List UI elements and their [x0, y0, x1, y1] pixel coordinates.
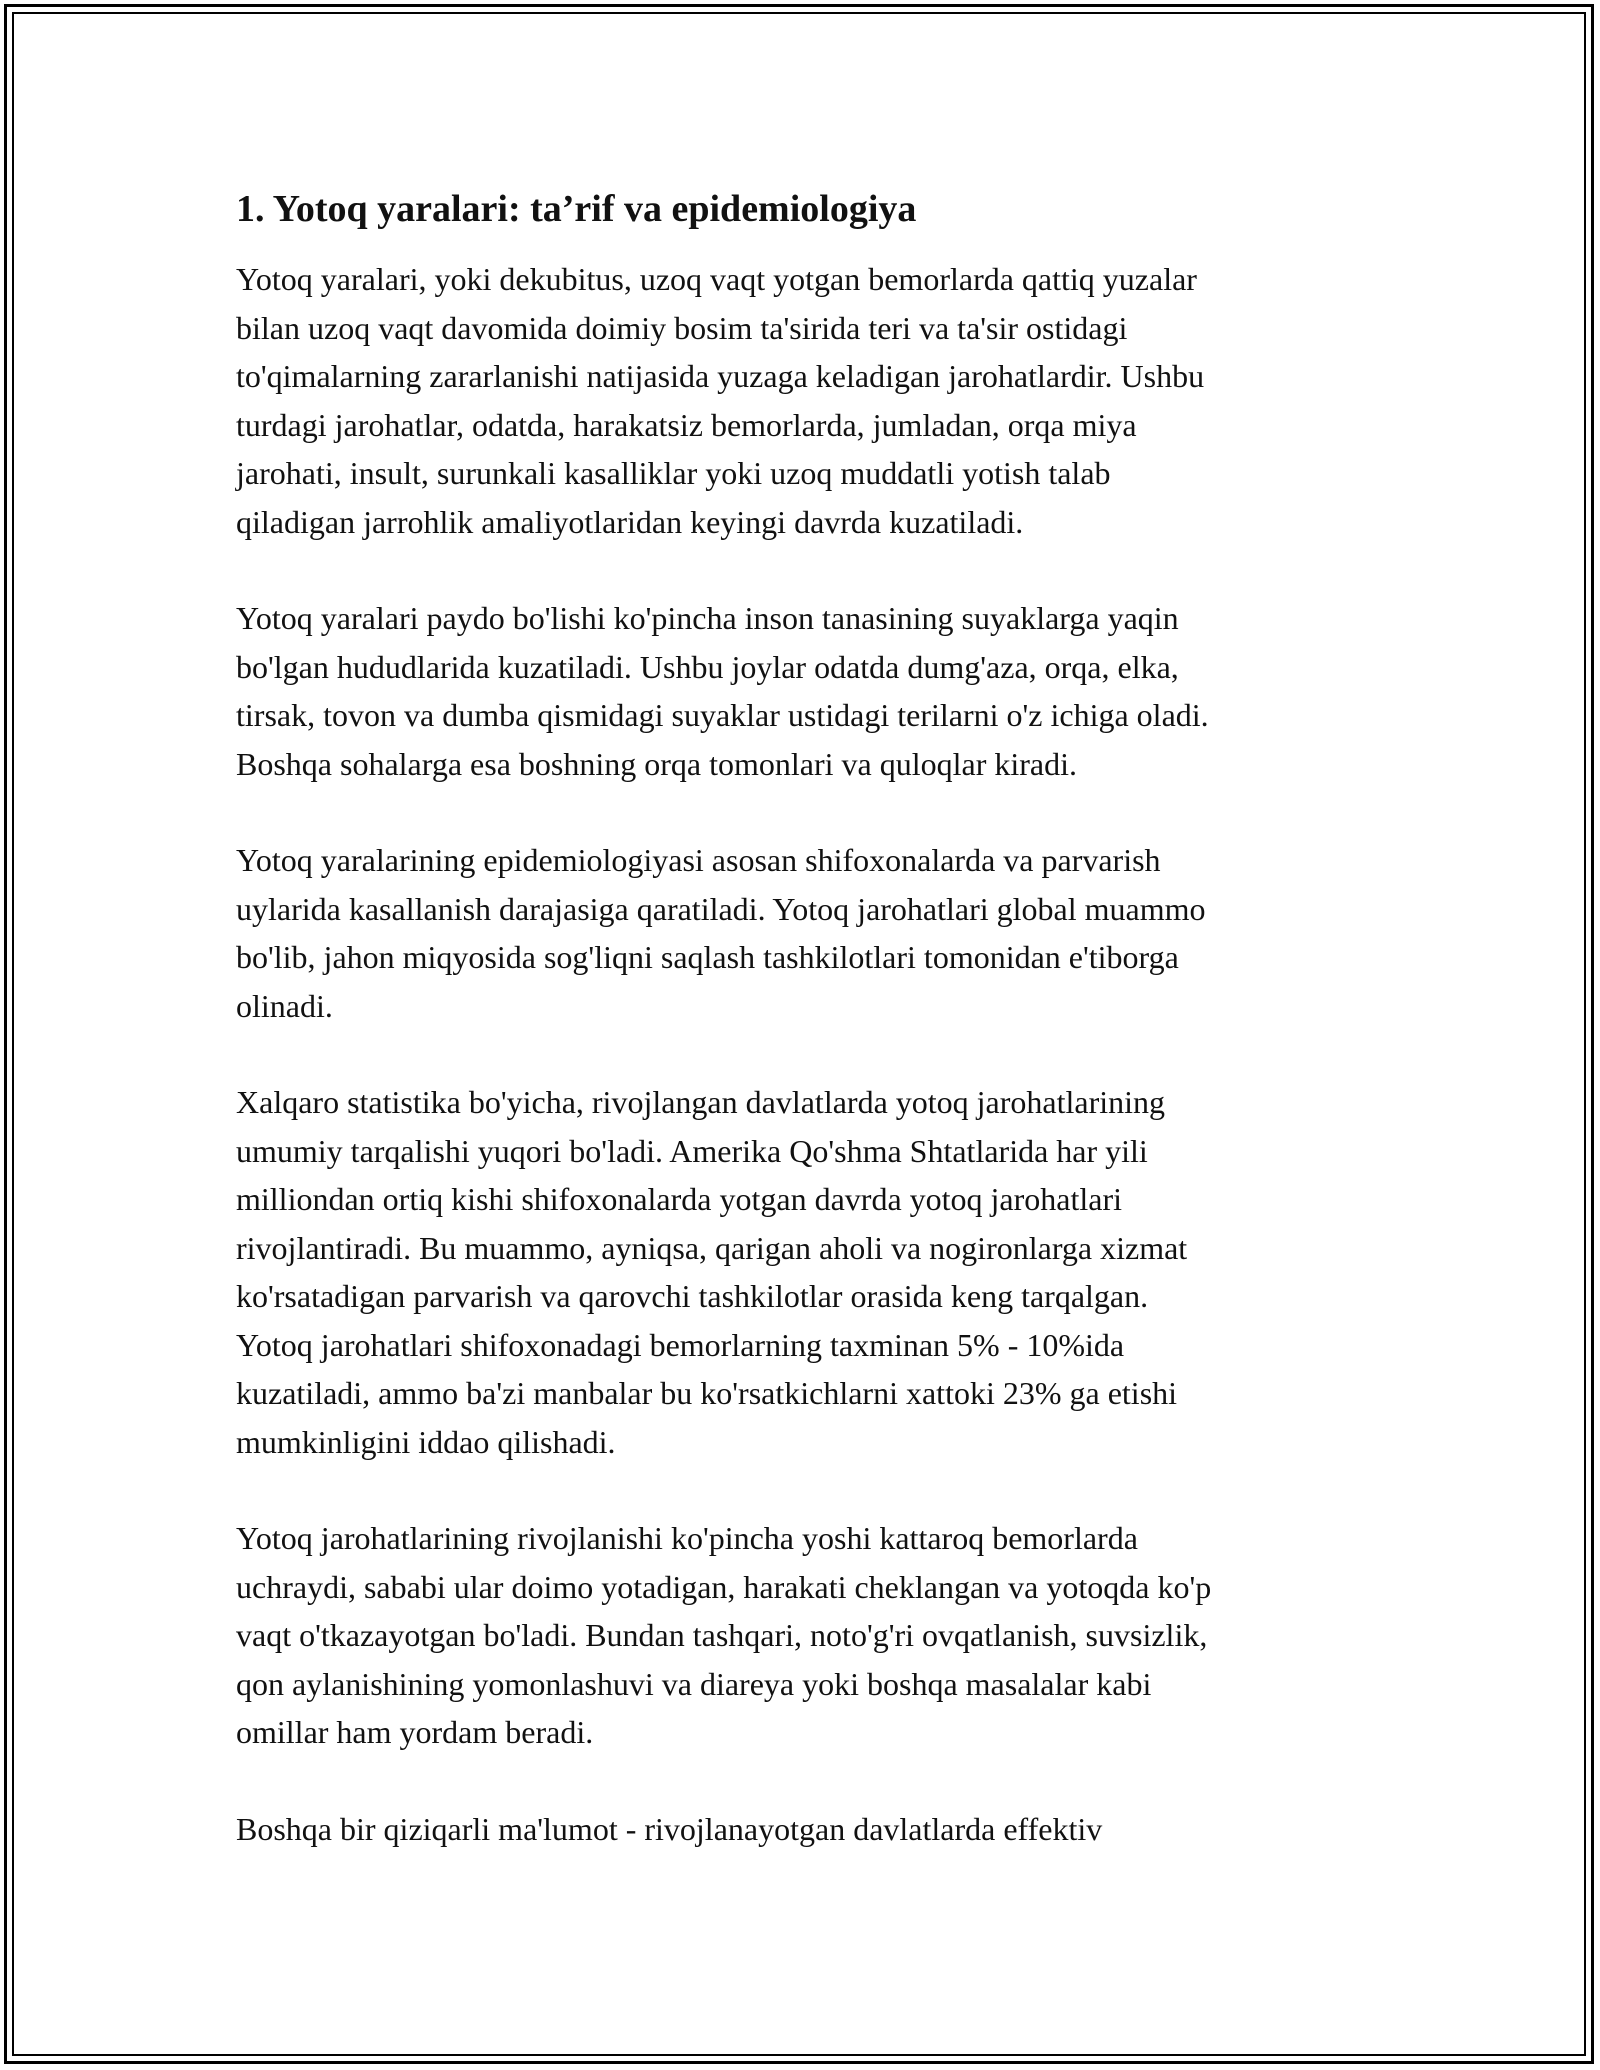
paragraph-continuation: Boshqa bir qiziqarli ma'lumot - rivojlanayotgan davlatlarda effektiv [236, 1810, 1103, 1847]
paragraph-locations: Yotoq yaralari paydo bo'lishi ko'pincha inson tanasining suyaklarga yaqin bo'lgan hududlarida kuzatiladi. Ushbu joylar odatda dumg'aza, orqa, elka, tirsak, tovon va dumba qismidagi suyaklar ustidagi terilarni o'z ichiga oladi. Boshqa sohalarga esa boshning orqa tomonlari va quloqlar kiradi. [236, 600, 1209, 782]
paragraph-epidemiology: Yotoq yaralarining epidemiologiyasi asosan shifoxonalarda va parvarish uylarida kasallanish darajasiga qaratiladi. Yotoq jarohatlari global muammo bo'lib, jahon miqyosida sog'liqni saqlash tashkilotlari tomonidan e'tiborga olinadi. [236, 842, 1206, 1024]
document-body [236, 185, 1386, 1901]
paragraph-definition: Yotoq yaralari, yoki dekubitus, uzoq vaqt yotgan bemorlarda qattiq yuzalar bilan uzoq vaqt davomida doimiy bosim ta'sirida teri va ta'sir ostidagi to'qimalarning zararlanishi natijasida yuzaga keladigan jarohatlardir. Ushbu turdagi jarohatlar, odatda, harakatsiz bemorlarda, jumladan, orqa miya jarohati, insult, surunkali kasalliklar yoki uzoq muddatli yotish talab qiladigan jarrohlik amaliyotlaridan keyingi davrda kuzatiladi. [236, 261, 1205, 540]
section-heading: 1. Yotoq yaralari: ta’rif va epidemiologiya [236, 188, 917, 230]
paragraph-risk-factors: Yotoq jarohatlarining rivojlanishi ko'pincha yoshi kattaroq bemorlarda uchraydi, sababi ular doimo yotadigan, harakati cheklangan va yotoqda ko'p vaqt o'tkazayotgan bo'ladi. Bundan tashqari, noto'g'ri ovqatlanish, suvsizlik, qon aylanishining yomonlashuvi va diareya yoki boshqa masalalar kabi omillar ham yordam beradi. [236, 1520, 1212, 1750]
paragraph-statistics: Xalqaro statistika bo'yicha, rivojlangan davlatlarda yotoq jarohatlarining umumiy tarqalishi yuqori bo'ladi. Amerika Qo'shma Shtatlarida har yili milliondan ortiq kishi shifoxonalarda yotgan davrda yotoq jarohatlari rivojlantiradi. Bu muammo, ayniqsa, qarigan aholi va nogironlarga xizmat ko'rsatadigan parvarish va qarovchi tashkilotlar orasida keng tarqalgan. Yotoq jarohatlari shifoxonadagi bemorlarning taxminan 5% - 10%ida kuzatiladi, ammo ba'zi manbalar bu ko'rsatkichlarni xattoki 23% ga etishi mumkinligini iddao qilishadi. [236, 1084, 1188, 1460]
